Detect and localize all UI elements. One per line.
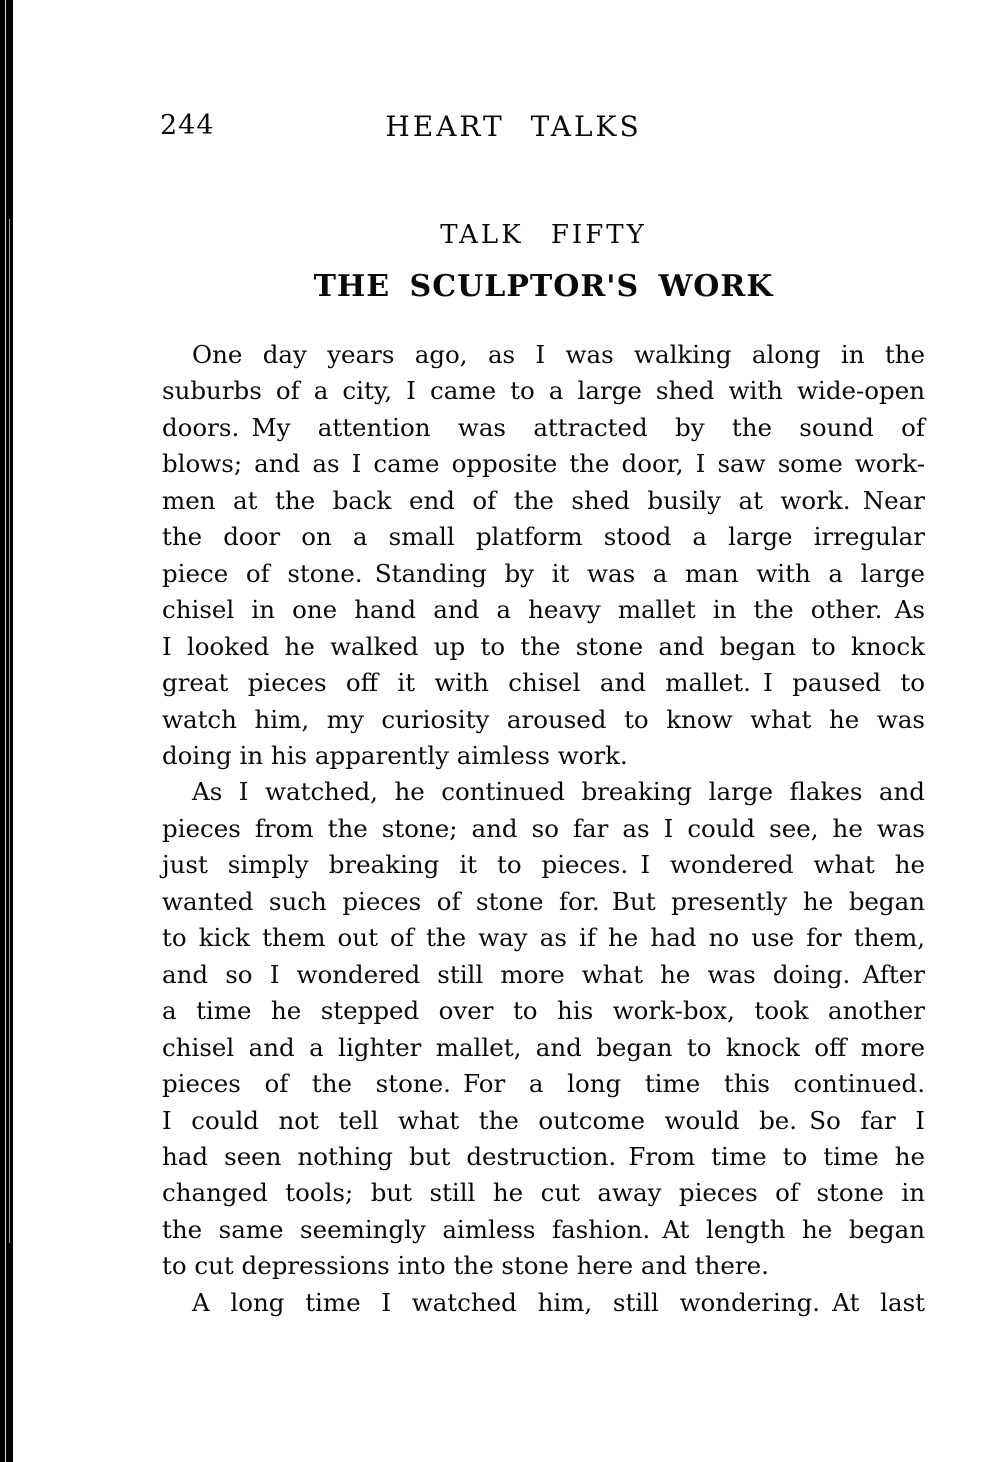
text-line: the same seemingly aimless fashion. At length he began — [162, 1214, 925, 1244]
text-line: to kick them out of the way as if he had no use for them, — [162, 923, 925, 953]
text-line: men at the back end of the shed busily at work. Near — [162, 485, 925, 515]
scan-gutter-band — [0, 0, 13, 1462]
talk-number-heading: TALK FIFTY — [440, 220, 647, 250]
paragraph — [162, 774, 925, 1284]
text-line: I looked he walked up to the stone and began to knock — [162, 631, 925, 661]
text-line: doing in his apparently aimless work. — [162, 740, 628, 770]
text-line: watch him, my curiosity aroused to know what he was — [162, 704, 925, 734]
text-line: blows; and as I came opposite the door, I saw some work- — [162, 449, 925, 479]
text-line: pieces from the stone; and so far as I could see, he was — [162, 813, 925, 843]
text-line: doors. My attention was attracted by the sound of — [162, 412, 925, 442]
text-line: great pieces off it with chisel and mallet. I paused to — [162, 668, 925, 698]
text-line: chisel in one hand and a heavy mallet in the other. As — [162, 595, 925, 625]
text-line: to cut depressions into the stone here and there. — [162, 1251, 769, 1281]
text-line: just simply breaking it to pieces. I wondered what he — [162, 850, 925, 880]
text-line: piece of stone. Standing by it was a man with a large — [162, 558, 925, 588]
text-line: As I watched, he continued breaking large flakes and — [192, 777, 925, 807]
text-line: changed tools; but still he cut away pieces of stone in — [162, 1178, 925, 1208]
text-line: a time he stepped over to his work-box, took another — [162, 996, 925, 1026]
body-text — [162, 337, 925, 1321]
scan-streak — [9, 219, 10, 1242]
text-line: the door on a small platform stood a large irregular — [162, 522, 925, 552]
text-line: and so I wondered still more what he was doing. After — [162, 959, 925, 989]
text-line: suburbs of a city, I came to a large shed with wide-open — [162, 376, 925, 406]
text-line: A long time I watched him, still wondering. At last — [192, 1287, 925, 1317]
text-line: chisel and a lighter mallet, and began to knock off more — [162, 1032, 925, 1062]
text-line: One day years ago, as I was walking along in the — [192, 340, 925, 369]
scan-streak — [5, 0, 6, 1462]
running-head — [132, 110, 895, 144]
text-line: I could not tell what the outcome would be. So far I — [162, 1105, 925, 1135]
paragraph — [162, 1285, 925, 1321]
text-line: pieces of the stone. For a long time this continued. — [162, 1069, 925, 1099]
article-title: THE SCULPTOR'S WORK — [313, 269, 774, 304]
running-header-title: HEART TALKS — [385, 110, 642, 143]
page-number: 244 — [160, 110, 215, 141]
text-line: had seen nothing but destruction. From time to time he — [162, 1141, 925, 1171]
paragraph — [162, 337, 925, 774]
text-line: wanted such pieces of stone for. But presently he began — [162, 886, 925, 916]
